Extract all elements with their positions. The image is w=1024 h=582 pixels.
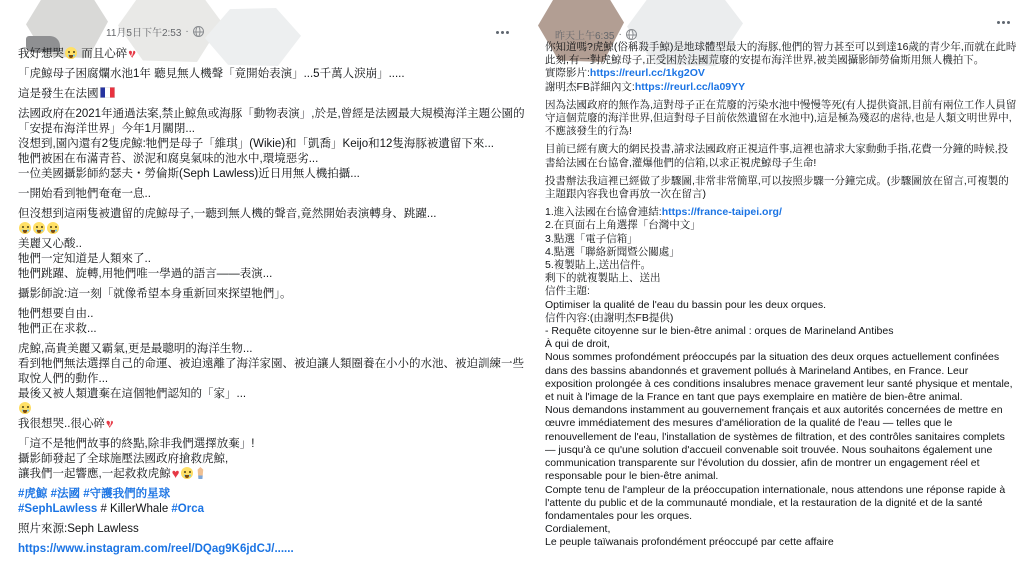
- text-run: 目前已經有廣大的網民投書,請求法國政府正視這件事,這裡也請求大家動動手指,花費一分鐘的時候,投書給法國在台協會,灌爆他們的信箱,以求正視虎鯨母子生命!: [545, 143, 1009, 169]
- text-run: 最後又被人類遺棄在這個牠們認知的「家」...: [18, 388, 247, 400]
- text-run: Optimiser la qualité de l'eau du bassin pour les deux orques.: [545, 298, 827, 311]
- globe-privacy-icon: [193, 26, 204, 37]
- text-run: 這是發生在法國: [18, 88, 99, 100]
- paragraph: [18, 207, 533, 282]
- sob-emoji: [65, 47, 77, 59]
- paragraph: [18, 107, 533, 182]
- text-run: 牠們跳躍、旋轉,用牠們唯一學過的語言——表演...: [18, 268, 273, 280]
- text-run: # KillerWhale: [97, 503, 172, 515]
- paragraph: [18, 307, 533, 337]
- text-run: 牠們正在求救...: [18, 323, 97, 335]
- text-run: 信件主題:: [545, 285, 590, 298]
- hashtag-link[interactable]: #Orca: [171, 503, 205, 515]
- paragraph: [545, 175, 1017, 201]
- paragraph: [18, 187, 533, 202]
- text-run: 我很想哭..很心碎: [18, 418, 105, 430]
- paragraph: [545, 143, 1017, 169]
- text-run: 攝影師發起了全球施壓法國政府搶救虎鯨,: [18, 453, 229, 465]
- text-run: 3.點選「電子信箱」: [545, 232, 638, 245]
- text-run: Nous sommes profondément préoccupés par la situation des deux orques actuellement confinées dans des bassins abandonnés et gravement pollués à Marineland Antibes, en France. Leur exposition prolongée à ces conditions insalubres menace gravement leur santé physique et mentale, et nuit à l'image de la France en tant que pays exemplaire en matière de bien-être animal.: [545, 351, 1013, 404]
- inline-link[interactable]: https://www.instagram.com/reel/DQag9K6jdCJ/......: [18, 543, 294, 555]
- inline-link[interactable]: https://reurl.cc/1kg2OV: [589, 67, 705, 80]
- post-meta: [555, 27, 637, 42]
- text-run: 攝影師說:這一刻「就像希望本身重新回來探望牠們」。: [18, 288, 292, 300]
- text-run: 謝明杰FB詳細內文:: [545, 80, 635, 93]
- hashtag-link[interactable]: #守護我們的星球: [83, 488, 171, 500]
- inline-link[interactable]: https://reurl.cc/la09YY: [634, 80, 746, 93]
- text-run: 一位美國攝影師約瑟夫・勞倫斯(Seph Lawless)近日用無人機拍攝...: [18, 168, 360, 180]
- sob-emoji: [33, 222, 45, 234]
- text-run: 法國政府在2021年通過法案,禁止鯨魚或海豚「動物表演」,於是,曾經是法國最大規模海洋主題公園的「安提布海洋世界」今年1月關閉...: [18, 108, 525, 135]
- text-run: 我好想哭: [18, 48, 64, 60]
- paragraph: [18, 287, 533, 302]
- text-run: 5.複製貼上,送出信件。: [545, 259, 652, 272]
- text-run: 「虎鯨母子困腐爛水池1年 聽見無人機聲「竟開始表演」...5千萬人淚崩」.....: [18, 68, 405, 80]
- text-run: 但沒想到這兩隻被遺留的虎鯨母子,一聽到無人機的聲音,竟然開始表演轉身、跳躍...: [18, 208, 437, 220]
- sob-emoji: [181, 467, 193, 479]
- text-run: 實際影片:: [545, 67, 590, 80]
- text-run: 你知道嗎?虎鯨(俗稱殺手鯨)是地球體型最大的海豚,他們的智力甚至可以到達16歲的青少年,而就在此時此刻,有一對虎鯨母子,正受困於法國荒廢的安提布海洋世界,被美國攝影師勞倫斯用無人機拍下。: [545, 41, 1017, 67]
- text-run: 2.在頁面右上角選擇「台灣中文」: [545, 219, 701, 232]
- paragraph: [18, 487, 533, 517]
- text-run: 牠們被困在布滿青苔、淤泥和腐臭氣味的池水中,環境惡劣...: [18, 153, 319, 165]
- hashtag-link[interactable]: #法國: [50, 488, 81, 500]
- paragraph: [545, 206, 1017, 549]
- ellipsis-icon: [496, 31, 499, 34]
- text-run: Cordialement,: [545, 523, 611, 536]
- text-run: 牠們一定知道是人類來了..: [18, 253, 151, 265]
- more-options-button[interactable]: [492, 18, 513, 41]
- text-run: 信件內容:(由謝明杰FB提供): [545, 311, 674, 324]
- sob-emoji: [19, 402, 31, 414]
- timestamp[interactable]: 昨天上午6:35: [555, 31, 615, 42]
- text-run: Compte tenu de l'ampleur de la préoccupation internationale, nous attendons une réponse rapide à l'attente du public et de la communauté mondiale, et la restauration de la dignité et de la santé fondamentales pour les orques.: [545, 483, 1006, 522]
- meta-separator: ·: [618, 29, 622, 40]
- text-run: 照片來源:Seph Lawless: [18, 523, 139, 535]
- text-run: À qui de droit,: [545, 338, 610, 351]
- post-meta: [106, 24, 204, 39]
- text-run: 「這不是牠們故事的終點,除非我們選擇放棄」!: [18, 438, 255, 450]
- paragraph: [18, 87, 533, 102]
- ellipsis-icon: [997, 21, 1000, 24]
- pray-emoji: [195, 467, 205, 479]
- text-run: 而且心碎: [78, 48, 128, 60]
- text-run: 讓我們一起響應,一起救救虎鯨: [18, 468, 171, 480]
- text-run: 美麗又心酸..: [18, 238, 82, 250]
- paragraph: [18, 67, 533, 82]
- text-run: 1.進入法國在台協會連結:: [545, 206, 662, 219]
- paragraph: [18, 47, 533, 62]
- right-post: [535, 0, 1024, 582]
- paragraph: [18, 437, 533, 482]
- text-run: 沒想到,園內還有2隻虎鯨:牠們是母子「維琪」(Wikie)和「凱喬」Keijo和12隻海豚被遺留下來...: [18, 138, 494, 150]
- text-run: 因為法國政府的無作為,這對母子正在荒廢的污染水池中慢慢等死(有人提供資訊,目前有兩位工作人員留守這個荒廢的海洋世界,但這對母子目前依然遺留在水池中),這是極為殘忍的虐待,也是人類文明世界中,不應該發生的行為!: [545, 98, 1017, 138]
- sob-emoji: [47, 222, 59, 234]
- fr-flag-emoji: [100, 87, 115, 98]
- globe-privacy-icon: [626, 29, 637, 40]
- text-run: Le peuple taïwanais profondément préoccupé par cette affaire: [545, 536, 834, 549]
- text-run: 4.點選「聯絡新聞暨公關處」: [545, 245, 680, 258]
- text-run: 虎鯨,高貴美麗又霸氣,更是最聰明的海洋生物...: [18, 343, 253, 355]
- text-run: 剩下的就複製貼上、送出: [545, 272, 661, 285]
- hashtag-link[interactable]: #SephLawless: [18, 503, 98, 515]
- hashtag-link[interactable]: #虎鯨: [18, 488, 48, 500]
- post-text: [18, 47, 533, 557]
- post-text: [545, 41, 1017, 550]
- meta-separator: ·: [185, 26, 189, 37]
- text-run: 投書辦法我這裡已經做了步驟圖,非常非常簡單,可以按照步驟一分鐘完成。(步驟圖放在留言,可複製的主題跟內容我也會再放一次在留言): [545, 174, 1009, 201]
- text-run: 牠們想要自由..: [18, 308, 94, 320]
- more-options-button[interactable]: [993, 8, 1014, 31]
- paragraph: [545, 41, 1017, 94]
- paragraph: [545, 99, 1017, 139]
- heart-emoji: [172, 467, 180, 480]
- text-run: 看到牠們無法選擇自己的命運、被迫遠離了海洋家園、被迫讓人類圈養在小小的水池、被迫訓練一些取悅人們的動作...: [18, 358, 524, 385]
- text-run: 一開始看到牠們奄奄一息..: [18, 188, 151, 200]
- sob-emoji: [19, 222, 31, 234]
- paragraph: [18, 522, 533, 537]
- text-run: Nous demandons instamment au gouvernement français et aux autorités concernées de mettre en œuvre immédiatement des mesures d'amélioration de la qualité de l'eau — telles que le renouvellement de l'eau, l'installation de systèmes de filtration, et des contrôles sanitaires complets — jusqu'à ce qu'une solution d'accueil convenable soit trouvée. Nous souhaitons également une communication transparente sur l'évolution du dossier, afin de montrer un engagement réel et responsable pour le bien-être animal.: [545, 404, 1005, 483]
- inline-link[interactable]: https://france-taipei.org/: [661, 206, 782, 219]
- text-run: - Requête citoyenne sur le bien-être animal : orques de Marineland Antibes: [545, 325, 894, 338]
- broken-heart-emoji: [128, 47, 136, 60]
- broken-heart-emoji: [106, 417, 114, 430]
- timestamp[interactable]: 11月5日下午2:53: [106, 28, 182, 39]
- paragraph: [18, 542, 533, 557]
- paragraph: [18, 342, 533, 432]
